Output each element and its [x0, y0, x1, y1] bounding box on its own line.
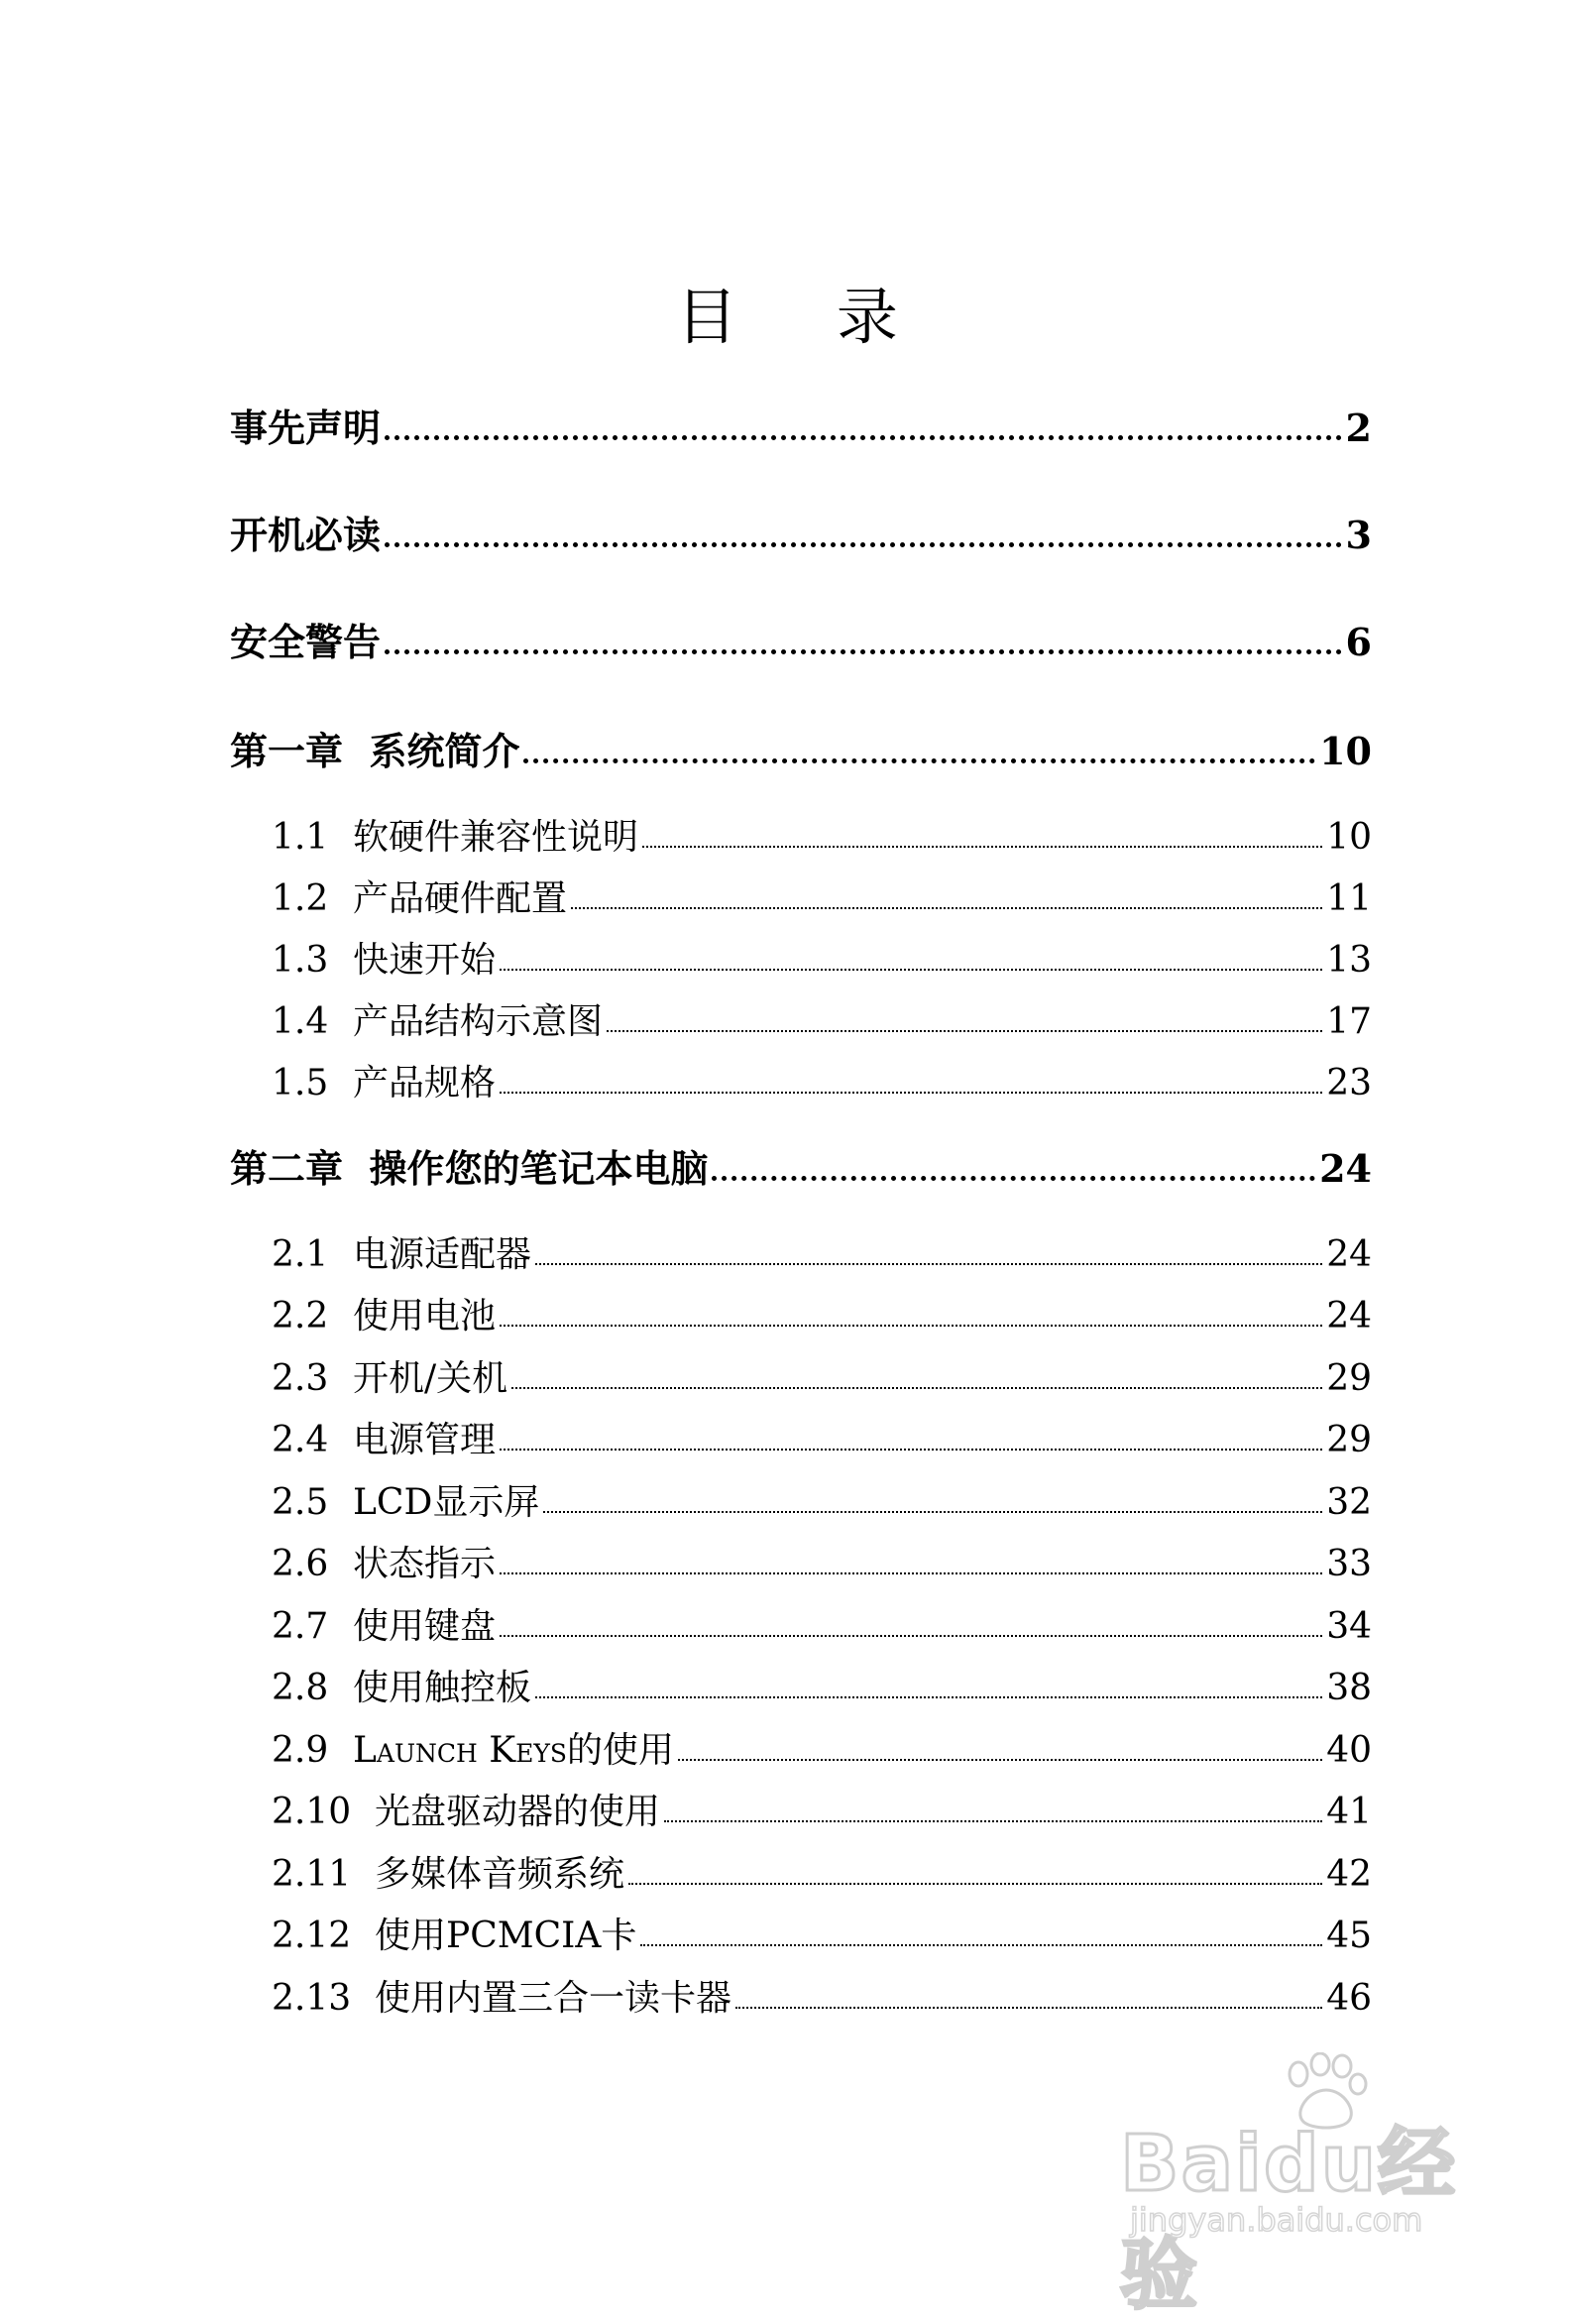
- dot-leader: [523, 758, 1315, 763]
- section-title: 产品结构示意图: [353, 1001, 604, 1042]
- dot-leader: [500, 1572, 1322, 1574]
- dot-leader: [664, 1820, 1322, 1822]
- section-page: 24: [1326, 1234, 1372, 1275]
- toc-section[interactable]: [272, 1062, 1372, 1105]
- toc-entry-label: 开机必读: [230, 513, 382, 557]
- section-number: 2.9: [272, 1730, 329, 1771]
- section-title: 光盘驱动器的使用: [375, 1792, 661, 1832]
- dot-leader: [628, 1883, 1322, 1885]
- section-page: 17: [1326, 1001, 1372, 1042]
- section-number: 2.5: [272, 1482, 329, 1523]
- section-page: 32: [1326, 1482, 1372, 1523]
- toc-section[interactable]: [272, 939, 1372, 983]
- section-title: 电源适配器: [353, 1234, 532, 1275]
- page-title: 目 录: [676, 281, 938, 353]
- section-page: 38: [1326, 1668, 1372, 1708]
- section-page: 13: [1326, 940, 1372, 981]
- dot-leader: [535, 1263, 1322, 1265]
- toc-entry[interactable]: [230, 514, 1372, 557]
- dot-leader: [607, 1030, 1322, 1032]
- section-page: 23: [1326, 1063, 1372, 1104]
- section-page: 34: [1326, 1606, 1372, 1647]
- section-title: 状态指示: [353, 1544, 497, 1584]
- section-number: 1.1: [272, 817, 329, 858]
- section-number: 2.11: [272, 1854, 352, 1895]
- toc-entry-page: 3: [1345, 513, 1372, 557]
- dot-leader: [543, 1511, 1322, 1513]
- toc-section[interactable]: [272, 1977, 1372, 2021]
- section-title: 使用电池: [353, 1296, 497, 1336]
- toc-section[interactable]: [272, 1295, 1372, 1338]
- toc-entry-page: 24: [1319, 1146, 1372, 1191]
- section-number: 1.4: [272, 1001, 329, 1042]
- dot-leader: [385, 649, 1342, 654]
- section-title: 使用触控板: [353, 1668, 532, 1708]
- section-page: 29: [1326, 1420, 1372, 1460]
- dot-leader: [712, 1176, 1315, 1181]
- section-title: Launch Keys的使用: [353, 1730, 675, 1771]
- toc-entry-label: 安全警告: [230, 620, 382, 664]
- section-page: 40: [1326, 1730, 1372, 1771]
- dot-leader: [500, 1449, 1322, 1451]
- dot-leader: [385, 435, 1342, 440]
- toc-section[interactable]: [272, 1667, 1372, 1710]
- section-title: LCD显示屏: [353, 1482, 540, 1523]
- section-number: 2.8: [272, 1668, 329, 1708]
- section-title: 软硬件兼容性说明: [353, 817, 639, 858]
- section-title: 快速开始: [353, 940, 497, 981]
- toc-entry[interactable]: [230, 407, 1372, 450]
- toc-section[interactable]: [272, 1853, 1372, 1897]
- dot-leader: [678, 1759, 1322, 1761]
- toc-section[interactable]: [272, 1000, 1372, 1044]
- dot-leader: [535, 1696, 1322, 1698]
- toc-entry-label: 第二章 操作您的笔记本电脑: [230, 1146, 709, 1191]
- section-number: 2.10: [272, 1792, 352, 1832]
- toc-section[interactable]: [272, 1481, 1372, 1525]
- toc-section[interactable]: [272, 1791, 1372, 1834]
- section-title: 多媒体音频系统: [375, 1854, 625, 1895]
- baidu-watermark: [1110, 2042, 1507, 2320]
- section-title: 产品硬件配置: [353, 878, 568, 919]
- dot-leader: [500, 969, 1322, 971]
- toc-section[interactable]: [272, 1915, 1372, 1958]
- toc-entry-page: 2: [1345, 406, 1372, 450]
- toc-entry-label: 第一章 系统简介: [230, 729, 520, 773]
- section-page: 33: [1326, 1544, 1372, 1584]
- toc-chapter-2[interactable]: [230, 1147, 1372, 1191]
- section-title: 电源管理: [353, 1420, 497, 1460]
- dot-leader: [385, 542, 1342, 547]
- section-page: 45: [1326, 1916, 1372, 1956]
- section-number: 1.5: [272, 1063, 329, 1104]
- section-page: 42: [1326, 1854, 1372, 1895]
- section-title: 产品规格: [353, 1063, 497, 1104]
- section-number: 1.2: [272, 878, 329, 919]
- dot-leader: [511, 1387, 1322, 1389]
- section-title: 使用键盘: [353, 1606, 497, 1647]
- watermark-url: jingyan.baidu.com: [1130, 2201, 1423, 2239]
- dot-leader: [500, 1092, 1322, 1094]
- toc-entry-page: 10: [1319, 729, 1372, 773]
- section-page: 10: [1326, 817, 1372, 858]
- toc-entry-page: 6: [1345, 620, 1372, 664]
- section-page: 11: [1326, 878, 1372, 919]
- dot-leader: [640, 1944, 1322, 1946]
- toc-section[interactable]: [272, 1419, 1372, 1462]
- section-number: 2.3: [272, 1358, 329, 1399]
- section-number: 2.2: [272, 1296, 329, 1336]
- watermark-brand: Baidu经验: [1120, 2120, 1458, 2320]
- section-title: 使用内置三合一读卡器: [375, 1978, 732, 2019]
- section-page: 41: [1326, 1792, 1372, 1832]
- dot-leader: [642, 846, 1322, 848]
- section-page: 24: [1326, 1296, 1372, 1336]
- toc-section[interactable]: [272, 1729, 1372, 1773]
- section-number: 2.13: [272, 1978, 352, 2019]
- dot-leader: [500, 1325, 1322, 1327]
- section-number: 2.12: [272, 1916, 352, 1956]
- section-page: 29: [1326, 1358, 1372, 1399]
- toc-entry-label: 事先声明: [230, 406, 382, 450]
- toc-section[interactable]: [272, 816, 1372, 860]
- section-number: 2.7: [272, 1606, 329, 1647]
- toc-section[interactable]: [272, 1357, 1372, 1401]
- toc-section[interactable]: [272, 1605, 1372, 1649]
- toc-chapter-1[interactable]: [230, 730, 1372, 773]
- dot-leader: [500, 1635, 1322, 1637]
- section-number: 1.3: [272, 940, 329, 981]
- toc-section[interactable]: [272, 1543, 1372, 1586]
- section-page: 46: [1326, 1978, 1372, 2019]
- section-number: 2.6: [272, 1544, 329, 1584]
- toc-section[interactable]: [272, 877, 1372, 921]
- toc-section[interactable]: [272, 1233, 1372, 1277]
- section-number: 2.1: [272, 1234, 329, 1275]
- dot-leader: [571, 907, 1322, 909]
- toc-entry[interactable]: [230, 621, 1372, 664]
- section-title: 使用PCMCIA卡: [375, 1916, 637, 1956]
- section-title: 开机/关机: [353, 1358, 508, 1399]
- section-number: 2.4: [272, 1420, 329, 1460]
- dot-leader: [735, 2007, 1322, 2009]
